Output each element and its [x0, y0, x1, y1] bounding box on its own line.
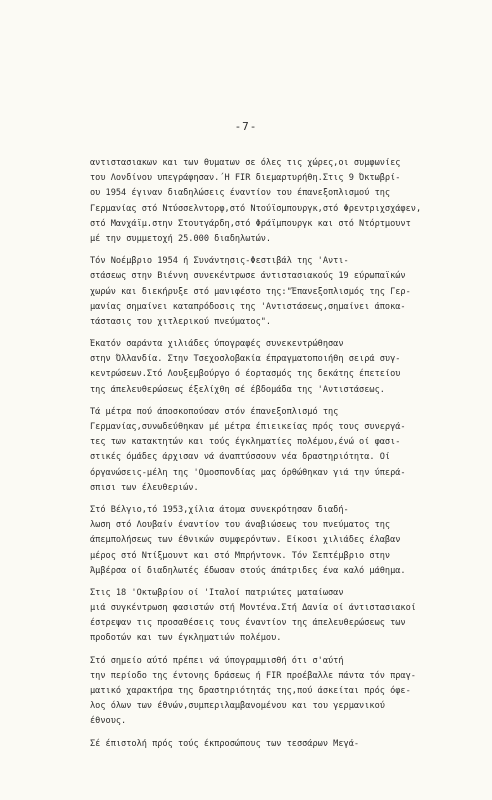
text-line: έθνους.	[90, 716, 127, 727]
paragraph	[90, 654, 476, 730]
text-line: μέρος στό Ντίξμουντ και στό Μπρήντονκ. Τόν Σεπτέμβριο στην	[90, 550, 391, 561]
text-line: μέ την συμμετοχή 25.000 διαδηλωτών.	[90, 233, 272, 244]
text-line: Στό σημείο αύτό πρέπει νά ύπογραμμισθή ότι σ'αύτή	[90, 655, 344, 666]
text-line: προδοτών και των έγκληματιών πολέμου.	[90, 633, 282, 644]
text-line: τες των κατακτητών και τούς έγκληματίες πολέμου,ένώ οί φασι-	[90, 437, 401, 448]
text-line: στό Μανχάϊμ.στην Στουτγάρδη,στό Φράϊμπουργκ και στό Ντόρτμουντ	[90, 218, 411, 229]
body-text	[90, 156, 476, 752]
text-line: τάστασις του χιτλερικού πνεύματος".	[90, 316, 272, 327]
paragraph	[90, 586, 476, 647]
text-line: έστρεψαν τις προσαθέσεις τους έναντίον της άπελευθερώσεως των	[90, 618, 406, 629]
text-line: λωση στό Λουβαίν έναντίον του άναβιώσεως του πνεύματος της	[90, 520, 391, 531]
text-line: ου 1954 έγιναν διαδηλώσεις έναντίον του έπανεξοπλισμού της	[90, 188, 391, 199]
paragraph	[90, 405, 476, 496]
text-line: σπισι των έλευθεριών.	[90, 482, 199, 493]
paragraph	[90, 503, 476, 579]
text-line: Γερμανίας στό Ντύσσελντορφ,στό Ντούϊσμπουργκ,στό Φρεντριχσχάφεν,	[90, 203, 422, 214]
text-line: μανίας σημαίνει καταπρόδοσις της 'Αντιστάσεως,σημαίνει άποκα-	[90, 301, 406, 312]
paragraph	[90, 156, 476, 247]
paragraph	[90, 254, 476, 330]
text-line: κεντρώσεων.Στό Λουξεμβούργο ό έορτασμός της δεκάτης έπετείου	[90, 369, 401, 380]
paragraph	[90, 737, 476, 752]
text-line: στην Όλλανδία. Στην Τσεχοσλοβακία έπραγματοποιήθη σειρά συγ-	[90, 354, 401, 365]
text-line: Στό Βέλγιο,τό 1953,χίλια άτομα συνεκρότησαν διαδή-	[90, 504, 349, 515]
paragraph	[90, 337, 476, 398]
text-line: του Λονδίνου υπεγράφησαν.΄Η FIR διεμαρτυρήθη.Στις 9 Όκτωβρί-	[90, 173, 401, 184]
page-number: -7-	[234, 120, 258, 133]
text-line: όργανώσεις-μέλη της 'Ομοσπονδίας μας όρθώθηκαν γιά την ύπερά-	[90, 467, 406, 478]
text-line: Τά μέτρα πού άποσκοπούσαν στόν έπανεξοπλισμό της	[90, 406, 339, 417]
text-line: λος όλων των έθνών,συμπεριλαμβανομένου και του γερμανικού	[90, 701, 385, 712]
text-line: την περίοδο της έντονης δράσεως ή FIR προέβαλλε πάντα τόν πραγ-	[90, 670, 416, 681]
text-line: Γερμανίας,συνωδεύθηκαν μέ μέτρα έπιεικείας πρός τους συνεργά-	[90, 422, 406, 432]
text-line: ματικό χαρακτήρα της δραστηριότητάς της,πού άσκείται πρός όφε-	[90, 686, 411, 696]
text-line: της άπελευθερώσεως έξελίχθη σέ έβδομάδα της 'Αντιστάσεως.	[90, 384, 385, 395]
text-line: χωρών και διεκήρυξε στό μανιφέστο της:"Έπανεξοπλισμός της Γερ-	[90, 286, 411, 297]
text-line: Τόν Νοέμβριο 1954 ή Συνάντησις-Φεστιβάλ της 'Αντι-	[90, 256, 349, 267]
text-line: Σέ έπιστολή πρός τούς έκπροσώπους των τεσσάρων Μεγά-	[90, 738, 360, 749]
text-line: αντιστασιακων και των θυματων σε όλες τις χώρες,οι συμφωνίες	[90, 158, 401, 168]
text-line: μιά συγκέντρωση φασιστών στή Μοντένα.Στή Δανία οί άντιστασιακοί	[90, 603, 416, 614]
text-line: άπεμπολήσεως των έθνικών συμφερόντων. Είκοσι χιλιάδες έλαβαν	[90, 535, 401, 546]
text-line: Άμβέρσα οί διαδηλωτές έδωσαν στούς άπάτριδες ένα καλό μάθημα.	[90, 565, 406, 576]
text-line: στικές όμάδες άρχισαν νά άναπτύσσουν νέα δραστηριότητα. Οί	[90, 452, 391, 463]
text-line: Έκατόν σαράντα χιλιάδες ύπογραφές συνεκεντρώθησαν	[90, 339, 344, 350]
text-line: στάσεως στην Βιέννη συνεκέντρωσε άντιστασιακούς 19 εύρωπαϊκών	[90, 271, 406, 282]
text-line: Στις 18 'Οκτωβρίου οί 'Ιταλοί πατριώτες ματαίωσαν	[90, 587, 344, 598]
